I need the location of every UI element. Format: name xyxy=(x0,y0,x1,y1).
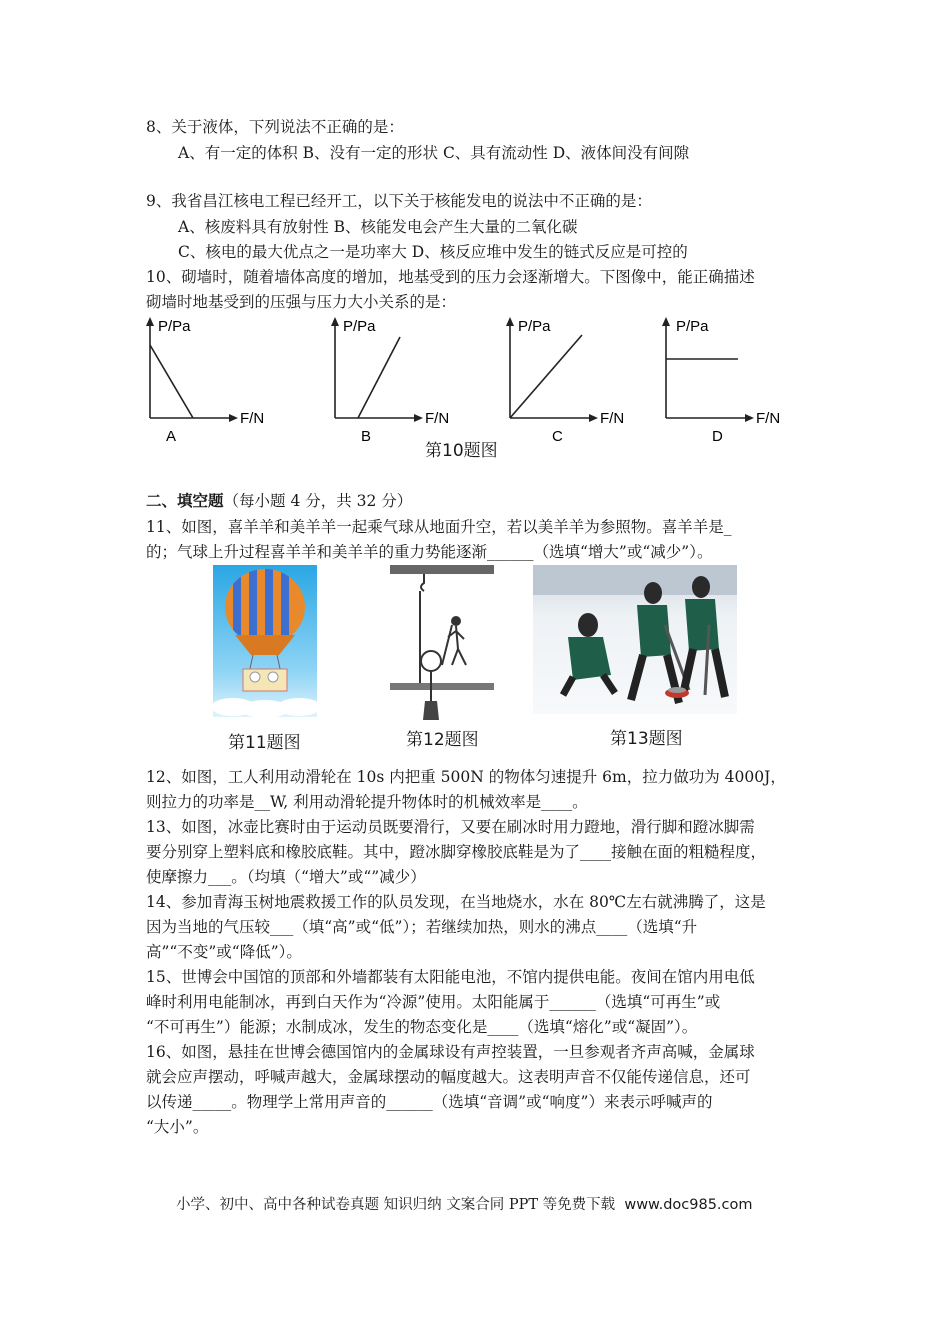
y-label: P/Pa xyxy=(343,318,376,335)
q11-caption: 第11题图 xyxy=(228,733,301,753)
x-label: F/N xyxy=(425,410,450,427)
q9-options-1: A、核废料具有放射性 B、核能发电会产生大量的二氧化碳 xyxy=(178,218,578,236)
y-axis-arrow xyxy=(331,317,339,326)
page-footer xyxy=(176,1193,753,1214)
x-axis-arrow xyxy=(229,414,238,422)
graph-a-label: A xyxy=(166,428,177,445)
q9-stem: 9、我省昌江核电工程已经开工，以下关于核能发电的说法中不正确的是： xyxy=(146,192,652,210)
x-label: F/N xyxy=(600,410,625,427)
curling-photo xyxy=(533,565,737,714)
q15-line3: “不可再生”）能源；水制成冰，发生的物态变化是____（选填“熔化”或“凝固”）。 xyxy=(146,1018,698,1036)
q8-stem: 8、关于液体，下列说法不正确的是： xyxy=(146,118,404,136)
balloon-illustration xyxy=(213,565,317,717)
q10-line2: 砌墙时地基受到的压强与压力大小关系的是： xyxy=(146,293,457,311)
q16-line2: 就会应声摆动，呼喊声越大，金属球摆动的幅度越大。这表明声音不仅能传递信息，还可 xyxy=(146,1068,751,1086)
footer-text: 小学、初中、高中各种试卷真题 知识归纳 文案合同 PPT 等免费下载 xyxy=(176,1197,616,1213)
graph-a xyxy=(140,315,280,445)
graph-c-line xyxy=(510,335,582,418)
x-axis-arrow xyxy=(745,414,754,422)
footer-url[interactable]: www.doc985.com xyxy=(624,1197,753,1213)
q13-line1: 13、如图，冰壶比赛时由于运动员既要滑行，又要在刷冰时用力蹬地，滑行脚和蹬冰脚需 xyxy=(146,818,755,836)
q10-caption: 第10题图 xyxy=(425,441,498,461)
q12-caption: 第12题图 xyxy=(406,730,479,750)
y-label: P/Pa xyxy=(158,318,191,335)
y-label: P/Pa xyxy=(518,318,551,335)
section2-heading xyxy=(146,490,412,512)
q12-line1: 12、如图，工人利用动滑轮在 10s 内把重 500N 的物体匀速提升 6m，拉力做功为 4000J， xyxy=(146,768,786,786)
pulley-illustration xyxy=(390,565,494,725)
graph-c xyxy=(500,315,640,445)
graph-b-line xyxy=(358,337,400,418)
y-axis-arrow xyxy=(662,317,670,326)
graph-d xyxy=(656,315,796,445)
q14-line1: 14、参加青海玉树地震救援工作的队员发现，在当地烧水，水在 80℃左右就沸腾了，这是 xyxy=(146,893,766,911)
q16-line3: 以传递_____。物理学上常用声音的______（选填“音调”或“响度”）来表示呼喊声的 xyxy=(146,1093,713,1111)
graph-b-label: B xyxy=(361,428,372,445)
graph-a-line xyxy=(150,345,193,418)
q16-line1: 16、如图，悬挂在世博会德国馆内的金属球设有声控装置，一旦参观者齐声高喊，金属球 xyxy=(146,1043,755,1061)
y-axis-arrow xyxy=(506,317,514,326)
q13-line3: 使摩擦力___。（均填（“增大”或“”减少） xyxy=(146,868,426,886)
q14-line2: 因为当地的气压较___（填“高”或“低”）；若继续加热，则水的沸点____（选填“升 xyxy=(146,918,698,936)
graph-c-label: C xyxy=(552,428,563,445)
x-label: F/N xyxy=(756,410,781,427)
q12-line2: 则拉力的功率是__W, 利用动滑轮提升物体时的机械效率是____。 xyxy=(146,793,588,811)
graph-b xyxy=(325,315,465,445)
q9-options-2: C、核电的最大优点之一是功率大 D、核反应堆中发生的链式反应是可控的 xyxy=(178,243,688,261)
y-label: P/Pa xyxy=(676,318,709,335)
q11-line1: 11、如图，喜羊羊和美羊羊一起乘气球从地面升空，若以美羊羊为参照物。喜羊羊是_ xyxy=(146,518,732,536)
q14-line3: 高”“不变”或“降低”）。 xyxy=(146,943,302,961)
q13-line2: 要分别穿上塑料底和橡胶底鞋。其中，蹬冰脚穿橡胶底鞋是为了____接触在面的粗糙程度， xyxy=(146,843,767,861)
x-axis-arrow xyxy=(414,414,423,422)
q15-line1: 15、世博会中国馆的顶部和外墙都装有太阳能电池，不馆内提供电能。夜间在馆内用电低 xyxy=(146,968,755,986)
q16-line4: “大小”。 xyxy=(146,1118,209,1136)
q10-line1: 10、砌墙时，随着墙体高度的增加，地基受到的压力会逐渐增大。下图像中，能正确描述 xyxy=(146,268,755,286)
section2-note: （每小题 4 分，共 32 分） xyxy=(223,492,413,510)
q11-line2: 的；气球上升过程喜羊羊和美羊羊的重力势能逐渐______（选填“增大”或“减少”）。 xyxy=(146,543,713,561)
section2-title: 二、填空题 xyxy=(146,491,224,510)
q8-options: A、有一定的体积 B、没有一定的形状 C、具有流动性 D、液体间没有间隙 xyxy=(178,144,690,162)
x-axis-arrow xyxy=(589,414,598,422)
x-label: F/N xyxy=(240,410,265,427)
graph-d-label: D xyxy=(712,428,723,445)
q15-line2: 峰时利用电能制冰，再到白天作为“冷源”使用。太阳能属于______（选填“可再生”或 xyxy=(146,993,721,1011)
q13-caption: 第13题图 xyxy=(610,729,683,749)
y-axis-arrow xyxy=(146,317,154,326)
